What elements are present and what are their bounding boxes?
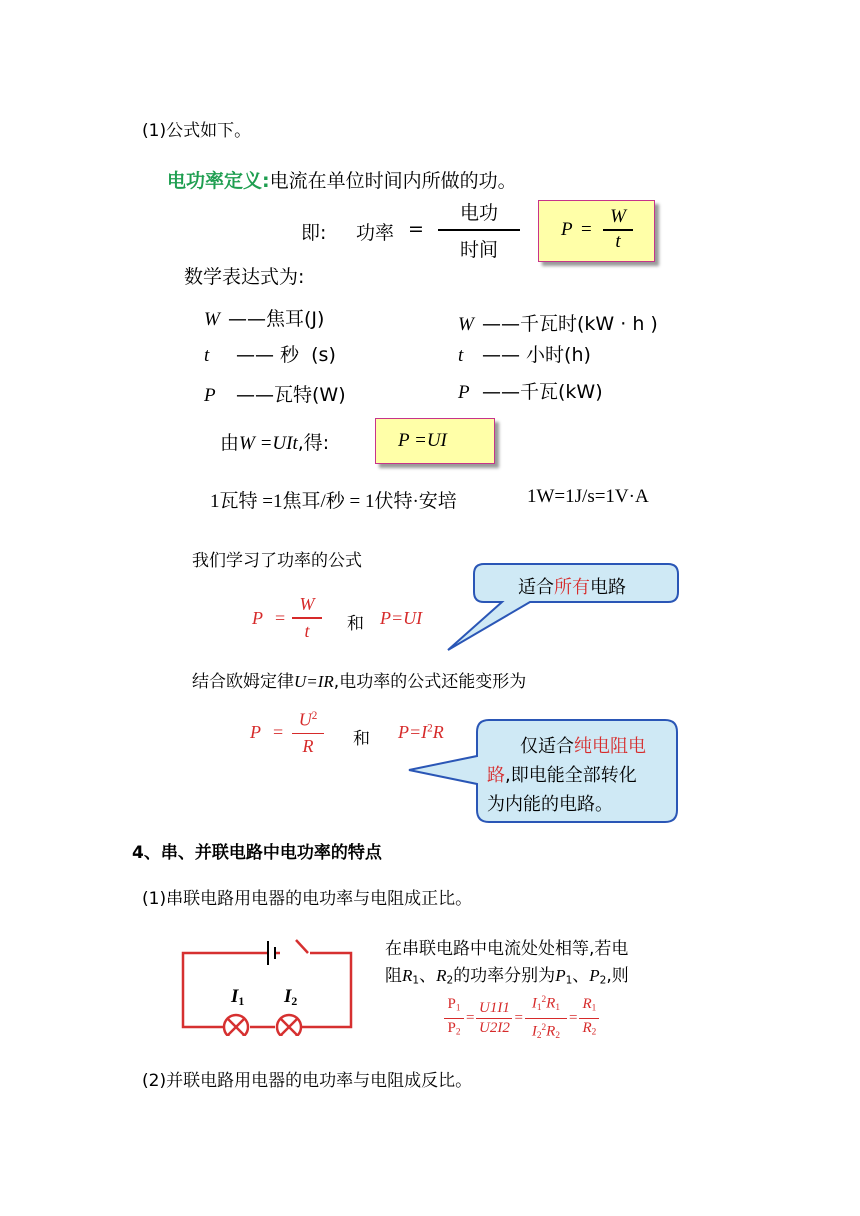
formula-c-exp: 2 — [311, 710, 318, 722]
section-4-title: 4、串、并联电路中电功率的特点 — [132, 843, 382, 863]
st-p2: P — [589, 966, 600, 985]
formula-a-t: t — [304, 620, 310, 641]
bubble2-line2 — [487, 761, 637, 787]
formula-a-p: P — [252, 608, 263, 628]
formula-box-p-ui — [375, 418, 495, 464]
bubble1-pre: 适合 — [518, 577, 554, 598]
derive-expr: W =UIt — [239, 433, 298, 454]
st-r2: R — [436, 966, 447, 985]
derive-de: ,得: — [297, 432, 330, 454]
definition-line — [167, 166, 517, 193]
math-expression-label: 数学表达式为: — [184, 266, 305, 288]
formula-c-p: P — [250, 722, 261, 742]
box2-formula: P =UI — [398, 430, 447, 451]
bubble2-highlight1: 纯电阻电 — [574, 736, 646, 757]
ratio-eq-1: = — [466, 1010, 475, 1027]
power-ratio-formula — [444, 992, 599, 1045]
bubble1-highlight: 所有 — [554, 577, 590, 598]
ratio-eq-2: = — [514, 1010, 523, 1027]
st-p1s: 1 — [565, 974, 573, 987]
r-d1: P — [447, 1020, 456, 1037]
bubble1-text — [518, 573, 626, 599]
formula-c-fraction — [292, 706, 324, 756]
ratio-frac-3 — [525, 992, 567, 1045]
formula-box-p-w-t — [538, 200, 655, 262]
formula-a-w: W — [299, 594, 315, 614]
formula-d-r: R — [432, 722, 444, 742]
ratio-d3 — [532, 1020, 560, 1045]
derive-you: 由 — [220, 432, 240, 454]
r-n3e: 2 — [541, 995, 547, 1005]
unit-symbol: P — [458, 382, 470, 403]
ratio-eq-3: = — [568, 1010, 578, 1027]
box1-eq: = — [581, 219, 592, 240]
current-label-i1 — [231, 986, 244, 1009]
r-n3bs: 1 — [555, 1002, 560, 1013]
i1-letter: I — [231, 986, 239, 1007]
r-n3s: 1 — [536, 1002, 542, 1013]
box1-p: P — [561, 219, 573, 240]
unit-row-right-3 — [458, 377, 603, 404]
formula-c-u: U — [298, 709, 312, 730]
unit-row-right-2 — [458, 340, 591, 367]
bubble2-line3: 为内能的电路。 — [487, 794, 613, 815]
unit-symbol: W — [458, 314, 474, 335]
st-c: 的功率分别为 — [453, 966, 556, 986]
series-text-line2 — [385, 961, 629, 987]
bubble2-post1: ,即电能全部转化 — [505, 765, 637, 786]
unit-row-left-3 — [204, 380, 346, 407]
unit-dash: —— — [236, 384, 274, 406]
ratio-d4 — [582, 1020, 596, 1041]
r-n3b: R — [546, 995, 556, 1012]
bubble1-post: 电路 — [590, 577, 626, 598]
ratio-frac-1 — [444, 996, 464, 1042]
st-b: 、 — [419, 966, 437, 986]
time-word: 时间 — [459, 238, 498, 261]
unit-symbol: t — [458, 345, 464, 366]
ohm-law-line — [192, 667, 526, 692]
learned-text: 我们学习了功率的公式 — [192, 551, 362, 571]
ratio-frac-4 — [579, 996, 599, 1042]
bubble2-highlight2: 路 — [487, 765, 505, 786]
bubble2-pre: 仅适合 — [520, 736, 574, 757]
r-n3a: I — [531, 995, 537, 1012]
unit-dash: —— — [482, 313, 520, 335]
unit-equivalence-cn: 1瓦特 =1焦耳/秒 = 1伏特·安培 — [210, 491, 457, 512]
formula-c-numerator — [299, 706, 318, 730]
box1-fraction — [603, 207, 633, 252]
st-s2: 2 — [446, 974, 454, 987]
unit-name: 焦耳(J) — [266, 308, 325, 330]
definition-text: 电流在单位时间内所做的功。 — [269, 170, 517, 192]
bubble2-line1 — [520, 732, 646, 758]
ohm-pre: 结合欧姆定律 — [192, 672, 294, 692]
current-label-i2 — [284, 986, 297, 1009]
parallel-heading: (2)并联电路用电器的电功率与电阻成反比。 — [142, 1071, 473, 1091]
unit-dash: —— — [482, 381, 520, 403]
r-n4: R — [582, 995, 592, 1012]
r-d2: U2I2 — [479, 1020, 510, 1037]
r-n1: P — [447, 995, 456, 1012]
derive-line — [220, 428, 329, 455]
formula-a-eq: = — [275, 608, 286, 628]
formula-d-exp: 2 — [427, 722, 433, 735]
formula-c-r: R — [302, 736, 314, 757]
st-s1: 1 — [412, 974, 420, 987]
r-d4s: 2 — [591, 1027, 597, 1038]
section-heading-formula: (1)公式如下。 — [142, 121, 252, 141]
ratio-n3 — [532, 992, 560, 1017]
r-n2: U1I1 — [479, 999, 510, 1016]
formula-d-pi: P=I — [398, 722, 428, 742]
series-text-line1: 在串联电路中电流处处相等,若电 — [385, 939, 629, 959]
r-d3e: 2 — [541, 1023, 547, 1034]
st-p1: P — [555, 966, 566, 985]
unit-symbol: P — [204, 385, 216, 406]
r-n1s: 1 — [455, 1002, 461, 1013]
unit-name: 小时(h) — [526, 344, 591, 366]
r-d3a: I — [531, 1023, 537, 1040]
i2-sub: 2 — [291, 994, 298, 1008]
r-d4: R — [582, 1020, 592, 1037]
unit-dash: —— — [482, 344, 520, 366]
equals-sign: = — [408, 218, 424, 240]
r-n4s: 1 — [591, 1002, 597, 1013]
box1-t: t — [615, 230, 621, 252]
st-a: 阻 — [385, 966, 402, 986]
unit-row-right-1 — [458, 309, 658, 336]
ratio-n1 — [448, 996, 461, 1017]
unit-dash: —— — [228, 308, 266, 330]
unit-row-left-2 — [204, 340, 336, 367]
unit-symbol: W — [204, 309, 220, 330]
r-d1s: 2 — [455, 1027, 461, 1038]
unit-symbol: t — [204, 345, 210, 366]
r-d3bs: 2 — [555, 1031, 560, 1042]
and-word-2: 和 — [353, 729, 370, 749]
ohm-expr: U=IR — [294, 672, 334, 691]
r-d3b: R — [546, 1023, 556, 1040]
st-e: ,则 — [606, 966, 629, 986]
definition-label: 电功率定义: — [167, 170, 270, 192]
series-heading: (1)串联电路用电器的电功率与电阻成正比。 — [142, 889, 473, 909]
ratio-n4 — [582, 996, 596, 1017]
unit-name: 千瓦(kW) — [520, 381, 603, 403]
formula-a-fraction — [292, 594, 322, 641]
unit-name: 秒 (s) — [280, 344, 336, 366]
st-d: 、 — [572, 966, 590, 986]
ratio-d1 — [448, 1020, 461, 1041]
formula-b: P=UI — [380, 608, 423, 628]
box1-w: W — [610, 206, 626, 227]
ji-label: 即: — [301, 222, 327, 244]
formula-c-eq: = — [273, 722, 284, 742]
unit-name: 瓦特(W) — [274, 384, 346, 406]
st-p2s: 2 — [599, 974, 607, 987]
st-r1: R — [402, 966, 413, 985]
ratio-frac-2 — [476, 1000, 512, 1038]
unit-equivalence-en: 1W=1J/s=1V·A — [527, 486, 649, 507]
unit-row-left-1 — [204, 304, 324, 331]
unit-name: 千瓦时(kW · h ) — [520, 313, 658, 335]
unit-dash: —— — [236, 344, 274, 366]
ohm-post: ,电功率的公式还能变形为 — [333, 672, 527, 692]
and-word-1: 和 — [347, 614, 364, 634]
r-d3s: 2 — [536, 1031, 542, 1042]
work-word: 电功 — [459, 202, 498, 224]
power-word: 功率 — [356, 222, 395, 244]
i1-sub: 1 — [238, 994, 245, 1008]
series-circuit-diagram — [180, 936, 355, 1036]
word-fraction — [438, 202, 520, 261]
i2-letter: I — [284, 986, 292, 1007]
